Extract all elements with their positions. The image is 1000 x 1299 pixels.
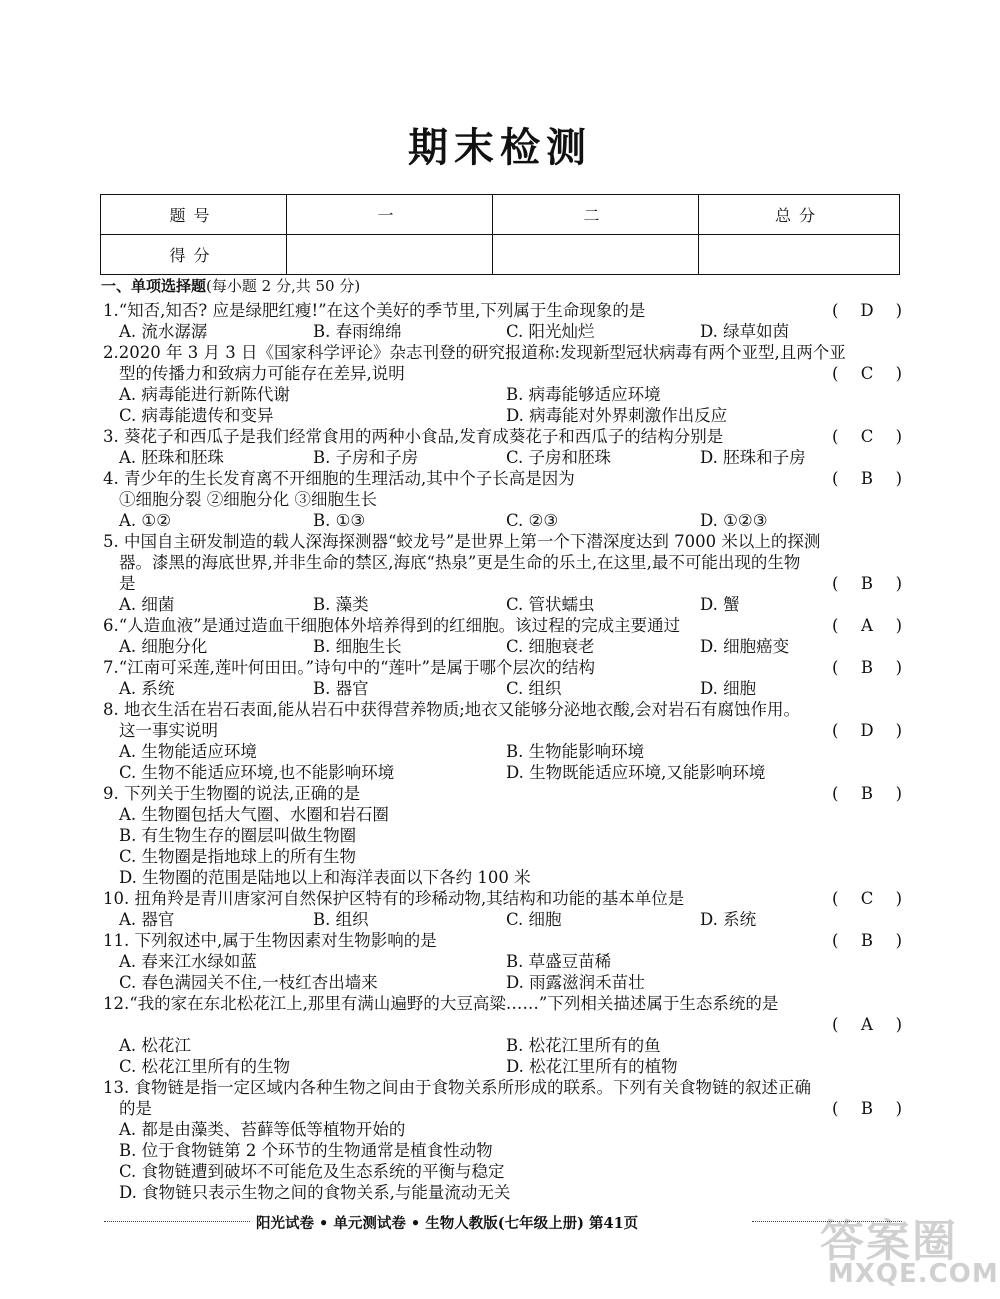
option: B. 病毒能够适应环境	[506, 385, 661, 404]
answer-box	[832, 469, 902, 489]
answer-value: B	[860, 658, 874, 677]
question-9-stem: 9. 下列关于生物圈的说法,正确的是	[103, 784, 361, 803]
option: D. 生物圈的范围是陆地以上和海洋表面以下各约 100 米	[119, 868, 531, 887]
answer-box	[832, 931, 902, 951]
footer-dotted-rule	[104, 1221, 250, 1222]
option: A. 生物圈包括大气圈、水圈和岩石圈	[119, 805, 389, 824]
question-2-stem-cont: 型的传播力和致病力可能存在差异,说明	[119, 364, 405, 383]
question-3-stem: 3. 葵花子和西瓜子是我们经常食用的两种小食品,发育成葵花子和西瓜子的结构分别是	[103, 427, 724, 446]
option: A. 器官	[119, 910, 175, 929]
answer-value: D	[860, 301, 874, 320]
option: C. 细胞衰老	[506, 637, 595, 656]
option: A. 病毒能进行新陈代谢	[119, 385, 290, 404]
paren-left: (	[832, 721, 839, 740]
paren-right: )	[895, 784, 902, 803]
option: C. 生物圈是指地球上的所有生物	[119, 847, 357, 866]
score-input-cell[interactable]	[699, 235, 900, 275]
score-table-cell: 题号	[101, 195, 287, 235]
option: B. 松花江里所有的鱼	[506, 1036, 661, 1055]
option: A. 松花江	[119, 1036, 191, 1055]
option: A. 细菌	[119, 595, 175, 614]
score-input-cell[interactable]	[287, 235, 493, 275]
option: B. 位于食物链第 2 个环节的生物通常是植食性动物	[119, 1141, 493, 1160]
score-table-cell: 得分	[101, 235, 287, 275]
score-table-score-row	[101, 235, 900, 275]
option: D. 病毒能对外界刺激作出反应	[506, 406, 728, 425]
option: C. 细胞	[506, 910, 562, 929]
score-table-cell: 二	[493, 195, 699, 235]
answer-box	[832, 1099, 902, 1119]
option: D. 细胞癌变	[700, 637, 790, 656]
option: B. 有生物生存的圈层叫做生物圈	[119, 826, 357, 845]
option: D. 细胞	[700, 679, 757, 698]
question-12-stem: 12.“我的家在东北松花江上,那里有满山遍野的大豆高粱……”下列相关描述属于生态系统的是	[103, 994, 779, 1013]
option: D. 食物链只表示生物之间的食物关系,与能量流动无关	[119, 1183, 511, 1202]
answer-box	[832, 658, 902, 678]
option: A. 春来江水绿如蓝	[119, 952, 257, 971]
watermark-text: 答案圈	[820, 1216, 958, 1267]
option: C. 生物不能适应环境,也不能影响环境	[119, 763, 395, 782]
option: D. ①②③	[700, 511, 768, 530]
section-note: (每小题 2 分,共 50 分)	[206, 277, 361, 295]
paren-left: (	[832, 616, 839, 635]
option: D. 松花江里所有的植物	[506, 1057, 678, 1076]
question-13-stem: 13. 食物链是指一定区域内各种生物之间由于食物关系所形成的联系。下列有关食物链的叙述正确	[103, 1078, 811, 1097]
option: C. ②③	[506, 511, 559, 530]
answer-value: C	[860, 427, 874, 446]
answer-box	[832, 574, 902, 594]
paren-left: (	[832, 364, 839, 383]
answer-box	[832, 784, 902, 804]
question-5-stem-cont: 器。漆黑的海底世界,并非生命的禁区,海底“热泉”更是生命的乐土,在这里,最不可能出现的生物	[119, 553, 801, 572]
question-13-stem-cont: 的是	[119, 1099, 152, 1118]
option: C. 病毒能遗传和变异	[119, 406, 274, 425]
paren-right: )	[895, 574, 902, 593]
question-2-stem: 2.2020 年 3 月 3 日《国家科学评论》杂志刊登的研究报道称:发现新型冠状病毒有两个亚型,且两个亚	[103, 343, 846, 362]
answer-box	[832, 364, 902, 384]
question-8-stem-cont: 这一事实说明	[119, 721, 218, 740]
question-10-stem: 10. 扭角羚是青川唐家河自然保护区特有的珍稀动物,其结构和功能的基本单位是	[103, 889, 685, 908]
paren-left: (	[832, 301, 839, 320]
paren-left: (	[832, 1099, 839, 1118]
option: B. 子房和子房	[313, 448, 419, 467]
option: B. 细胞生长	[313, 637, 402, 656]
answer-box	[832, 427, 902, 447]
paren-left: (	[832, 931, 839, 950]
question-6-stem: 6.“人造血液”是通过造血干细胞体外培养得到的红细胞。该过程的完成主要通过	[103, 616, 681, 635]
option: A. 流水潺潺	[119, 322, 208, 341]
score-table-header-row	[101, 195, 900, 235]
option: C. 组织	[506, 679, 562, 698]
question-8-stem: 8. 地衣生活在岩石表面,能从岩石中获得营养物质;地衣又能够分泌地衣酸,会对岩石有腐蚀作用。	[103, 700, 801, 719]
question-1-stem: 1.“知否,知否? 应是绿肥红瘦!”在这个美好的季节里,下列属于生命现象的是	[103, 301, 646, 320]
paren-left: (	[832, 889, 839, 908]
option: A. 细胞分化	[119, 637, 208, 656]
option: D. 雨露滋润禾苗壮	[506, 973, 645, 992]
answer-box	[832, 616, 902, 636]
paren-right: )	[895, 616, 902, 635]
option: B. 草盛豆苗稀	[506, 952, 612, 971]
page-title: 期末检测	[408, 124, 592, 171]
answer-value: A	[861, 616, 873, 635]
answer-value: D	[860, 721, 874, 740]
option: B. 器官	[313, 679, 369, 698]
answer-value: B	[860, 469, 874, 488]
option: A. 系统	[119, 679, 175, 698]
option: A. ①②	[119, 511, 171, 530]
option: B. 生物能影响环境	[506, 742, 645, 761]
answer-value: A	[861, 1015, 873, 1034]
option: B. 组织	[313, 910, 369, 929]
watermark-url: MXQE.COM	[828, 1259, 999, 1289]
answer-box	[832, 889, 902, 909]
question-5-stem: 5. 中国自主研发制造的载人深海探测器“蛟龙号”是世界上第一个下潜深度达到 7000 米以上的探测	[103, 532, 821, 551]
option: C. 春色满园关不住,一枝红杏出墙来	[119, 973, 378, 992]
watermark-logo	[820, 1205, 999, 1295]
paren-right: )	[895, 1015, 902, 1034]
paren-right: )	[895, 364, 902, 383]
answer-box	[832, 721, 902, 741]
section-title: 一、单项选择题	[101, 277, 207, 295]
paren-left: (	[832, 427, 839, 446]
paren-right: )	[895, 931, 902, 950]
option: D. 蟹	[700, 595, 740, 614]
answer-value: C	[860, 364, 874, 383]
paren-right: )	[895, 889, 902, 908]
score-table-cell: 总分	[699, 195, 900, 235]
option: C. 阳光灿烂	[506, 322, 595, 341]
paren-right: )	[895, 721, 902, 740]
question-4-stem-cont: ①细胞分裂 ②细胞分化 ③细胞生长	[119, 490, 377, 509]
option: D. 生物既能适应环境,又能影响环境	[506, 763, 766, 782]
option: A. 生物能适应环境	[119, 742, 257, 761]
option: C. 子房和胚珠	[506, 448, 612, 467]
option: B. ①③	[313, 511, 366, 530]
answer-value: B	[860, 931, 874, 950]
question-11-stem: 11. 下列叙述中,属于生物因素对生物影响的是	[103, 931, 437, 950]
option: C. 松花江里所有的生物	[119, 1057, 291, 1076]
option: B. 春雨绵绵	[313, 322, 402, 341]
answer-value: B	[860, 1099, 874, 1118]
question-5-stem-cont: 是	[119, 574, 136, 593]
score-input-cell[interactable]	[493, 235, 699, 275]
answer-box	[832, 1015, 902, 1035]
paren-right: )	[895, 1099, 902, 1118]
footer-text: 阳光试卷 • 单元测试卷 • 生物人教版(七年级上册) 第41页	[256, 1215, 639, 1232]
section-heading	[101, 275, 360, 296]
paren-right: )	[895, 427, 902, 446]
answer-value: B	[860, 784, 874, 803]
paren-left: (	[832, 574, 839, 593]
option: C. 管状蠕虫	[506, 595, 595, 614]
option: A. 胚珠和胚珠	[119, 448, 224, 467]
answer-box	[832, 301, 902, 321]
answer-value: B	[860, 574, 874, 593]
answer-value: C	[860, 889, 874, 908]
option: C. 食物链遭到破坏不可能危及生态系统的平衡与稳定	[119, 1162, 505, 1181]
score-table	[100, 194, 900, 275]
option: D. 胚珠和子房	[700, 448, 806, 467]
paren-left: (	[832, 469, 839, 488]
paren-left: (	[832, 784, 839, 803]
paren-right: )	[895, 301, 902, 320]
option: D. 系统	[700, 910, 757, 929]
question-4-stem: 4. 青少年的生长发育离不开细胞的生理活动,其中个子长高是因为	[103, 469, 575, 488]
paren-right: )	[895, 469, 902, 488]
paren-left: (	[832, 1015, 839, 1034]
score-table-cell: 一	[287, 195, 493, 235]
question-7-stem: 7.“江南可采莲,莲叶何田田。”诗句中的“莲叶”是属于哪个层次的结构	[103, 658, 595, 677]
option: A. 都是由藻类、苔藓等低等植物开始的	[119, 1120, 406, 1139]
option: D. 绿草如茵	[700, 322, 790, 341]
option: B. 藻类	[313, 595, 369, 614]
paren-right: )	[895, 658, 902, 677]
paren-left: (	[832, 658, 839, 677]
